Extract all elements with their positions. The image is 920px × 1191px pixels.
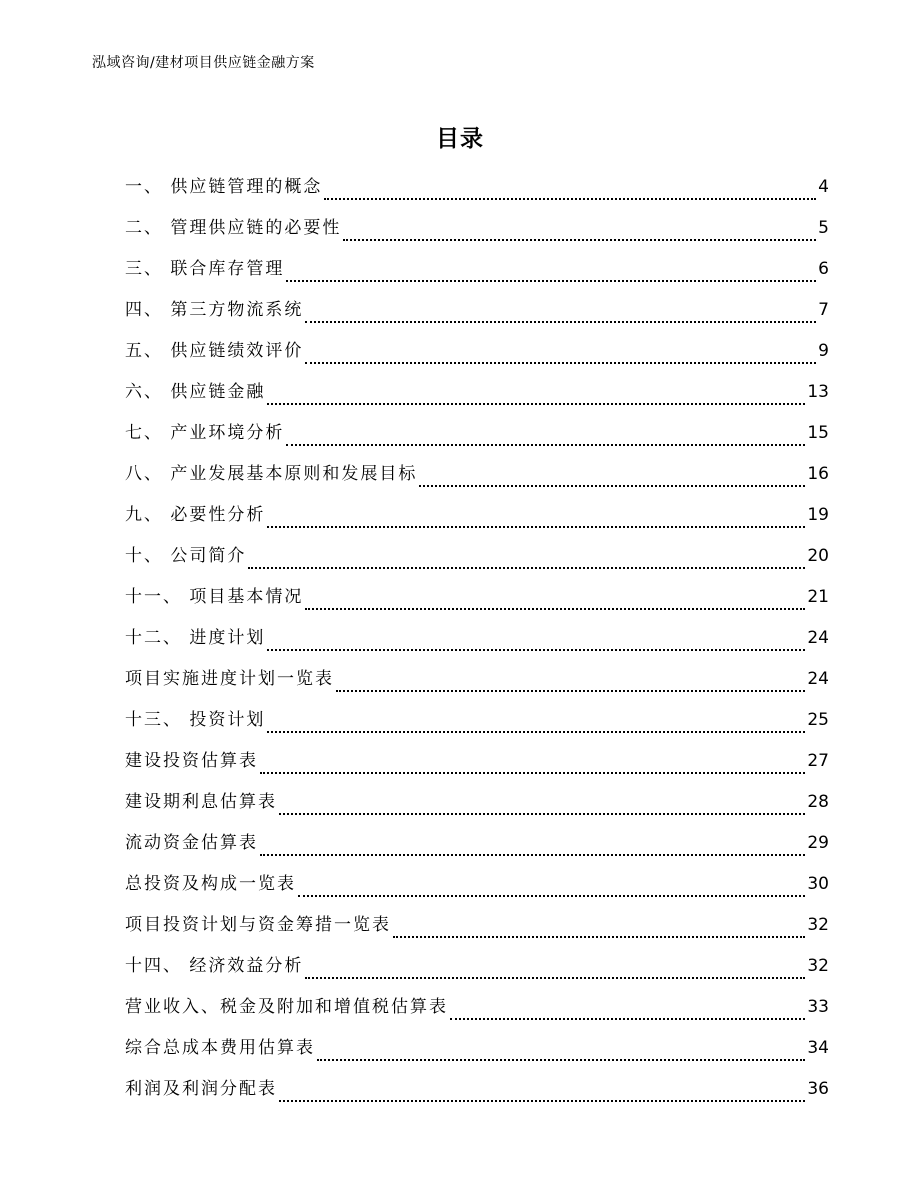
toc-entry-page-number: 20: [807, 546, 829, 566]
toc-leader-dots: [305, 607, 805, 610]
toc-entry[interactable]: [125, 621, 829, 662]
toc-leader-dots: [267, 402, 805, 405]
toc-leader-dots: [450, 1017, 805, 1020]
page-title: 目录: [436, 126, 484, 152]
toc-entry-page-number: 24: [807, 628, 829, 648]
toc-leader-dots: [317, 1058, 805, 1061]
toc-entry[interactable]: [125, 990, 829, 1031]
toc-entry-page-number: 7: [818, 300, 829, 320]
toc-entry-label: 项目投资计划与资金筹措一览表: [125, 915, 391, 935]
toc-entry[interactable]: [125, 826, 829, 867]
toc-entry-page-number: 32: [807, 956, 829, 976]
toc-leader-dots: [336, 689, 805, 692]
toc-entry-label: 十二、 进度计划: [125, 628, 266, 648]
page-header: 泓域咨询/建材项目供应链金融方案: [92, 55, 315, 71]
toc-leader-dots: [324, 197, 816, 200]
toc-entry-label: 六、 供应链金融: [125, 382, 266, 402]
toc-entry-page-number: 21: [807, 587, 829, 607]
toc-entry-page-number: 36: [807, 1079, 829, 1099]
toc-entry[interactable]: [125, 211, 829, 252]
toc-leader-dots: [286, 443, 805, 446]
toc-entry-page-number: 29: [807, 833, 829, 853]
toc-entry-label: 二、 管理供应链的必要性: [125, 218, 342, 238]
toc-entry[interactable]: [125, 170, 829, 211]
toc-entry-label: 建设投资估算表: [125, 751, 258, 771]
toc-entry-label: 综合总成本费用估算表: [125, 1038, 315, 1058]
toc-entry-label: 流动资金估算表: [125, 833, 258, 853]
toc-leader-dots: [393, 935, 805, 938]
toc-entry-label: 九、 必要性分析: [125, 505, 266, 525]
toc-entry-page-number: 9: [818, 341, 829, 361]
toc-entry-label: 十四、 经济效益分析: [125, 956, 304, 976]
toc-entry[interactable]: [125, 744, 829, 785]
toc-leader-dots: [248, 566, 805, 569]
toc-entry-page-number: 27: [807, 751, 829, 771]
toc-entry[interactable]: [125, 908, 829, 949]
toc-entry[interactable]: [125, 334, 829, 375]
toc-entry-page-number: 4: [818, 177, 829, 197]
toc-entry[interactable]: [125, 1031, 829, 1072]
toc-entry-label: 三、 联合库存管理: [125, 259, 285, 279]
toc-entry-label: 营业收入、税金及附加和增值税估算表: [125, 997, 448, 1017]
toc-entry-page-number: 34: [807, 1038, 829, 1058]
toc-entry[interactable]: [125, 662, 829, 703]
toc-leader-dots: [298, 894, 805, 897]
toc-leader-dots: [260, 771, 805, 774]
toc-leader-dots: [305, 361, 816, 364]
toc-entry-page-number: 28: [807, 792, 829, 812]
table-of-contents: [125, 170, 829, 1113]
toc-entry-page-number: 24: [807, 669, 829, 689]
toc-entry-page-number: 5: [818, 218, 829, 238]
toc-entry-label: 利润及利润分配表: [125, 1079, 277, 1099]
toc-leader-dots: [267, 648, 805, 651]
toc-entry[interactable]: [125, 703, 829, 744]
toc-entry-label: 一、 供应链管理的概念: [125, 177, 323, 197]
toc-entry-page-number: 19: [807, 505, 829, 525]
toc-entry-page-number: 13: [807, 382, 829, 402]
toc-leader-dots: [260, 853, 805, 856]
toc-entry-label: 项目实施进度计划一览表: [125, 669, 334, 689]
toc-entry[interactable]: [125, 949, 829, 990]
toc-entry-page-number: 33: [807, 997, 829, 1017]
toc-entry-label: 八、 产业发展基本原则和发展目标: [125, 464, 418, 484]
toc-entry-label: 十、 公司简介: [125, 546, 247, 566]
toc-entry-label: 建设期利息估算表: [125, 792, 277, 812]
toc-entry-label: 十一、 项目基本情况: [125, 587, 304, 607]
toc-entry[interactable]: [125, 1072, 829, 1113]
toc-entry-label: 七、 产业环境分析: [125, 423, 285, 443]
toc-leader-dots: [305, 320, 816, 323]
toc-leader-dots: [267, 525, 805, 528]
toc-entry[interactable]: [125, 416, 829, 457]
toc-entry[interactable]: [125, 539, 829, 580]
toc-entry-page-number: 6: [818, 259, 829, 279]
toc-entry[interactable]: [125, 375, 829, 416]
toc-entry[interactable]: [125, 580, 829, 621]
toc-entry[interactable]: [125, 252, 829, 293]
toc-entry[interactable]: [125, 867, 829, 908]
toc-leader-dots: [286, 279, 816, 282]
toc-leader-dots: [279, 1099, 805, 1102]
toc-entry-label: 总投资及构成一览表: [125, 874, 296, 894]
toc-leader-dots: [267, 730, 805, 733]
toc-entry-page-number: 16: [807, 464, 829, 484]
toc-entry-label: 四、 第三方物流系统: [125, 300, 304, 320]
toc-leader-dots: [279, 812, 805, 815]
toc-entry[interactable]: [125, 293, 829, 334]
toc-entry[interactable]: [125, 785, 829, 826]
toc-leader-dots: [419, 484, 805, 487]
toc-entry-label: 十三、 投资计划: [125, 710, 266, 730]
toc-entry-page-number: 32: [807, 915, 829, 935]
toc-entry-page-number: 30: [807, 874, 829, 894]
toc-entry[interactable]: [125, 498, 829, 539]
toc-entry-label: 五、 供应链绩效评价: [125, 341, 304, 361]
toc-entry-page-number: 15: [807, 423, 829, 443]
toc-leader-dots: [305, 976, 805, 979]
toc-entry-page-number: 25: [807, 710, 829, 730]
toc-leader-dots: [343, 238, 816, 241]
toc-entry[interactable]: [125, 457, 829, 498]
